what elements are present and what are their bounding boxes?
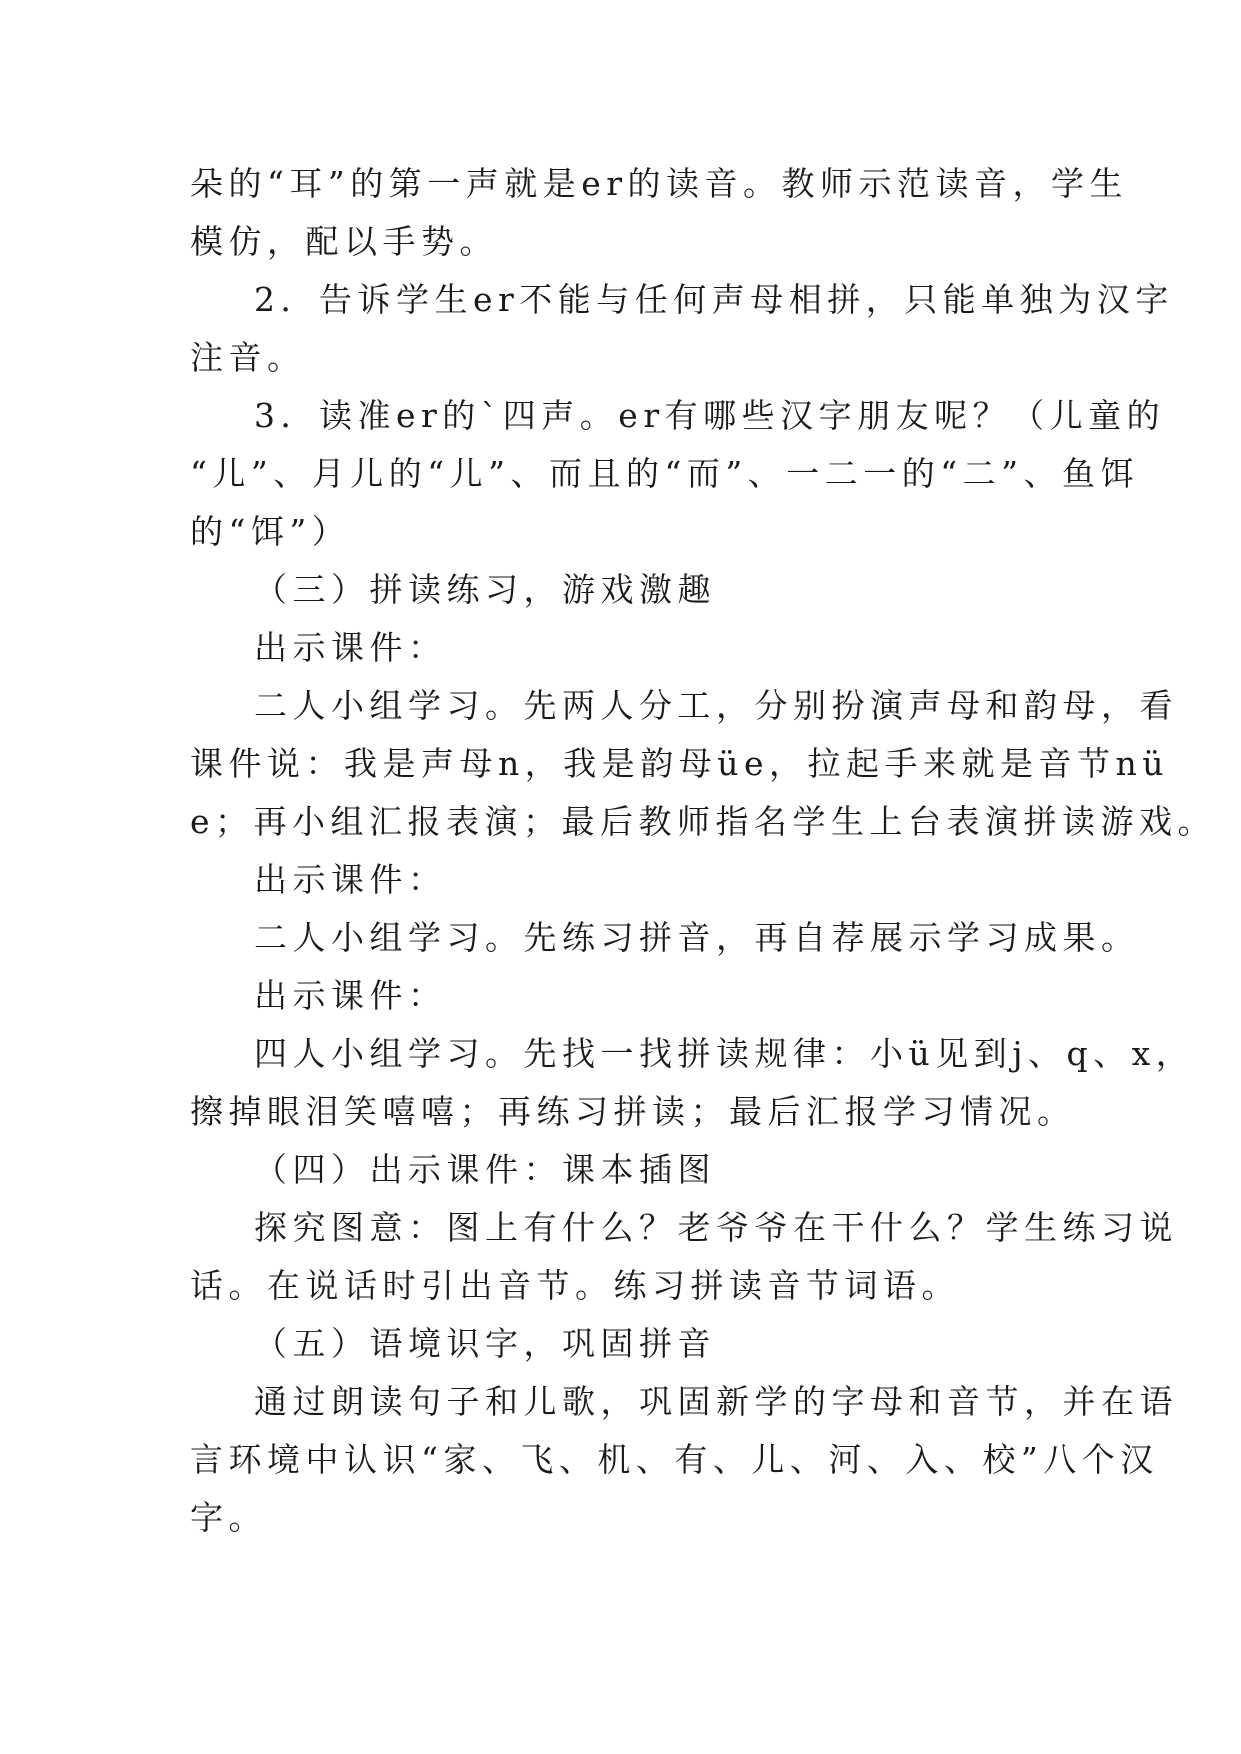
text-line: 课件说：我是声母n，我是韵母üe，拉起手来就是音节nü — [190, 744, 1170, 783]
text-line: 话。在说话时引出音节。练习拼读音节词语。 — [190, 1266, 960, 1305]
text-line: 四人小组学习。先找一找拼读规律：小ü见到j、q、x， — [254, 1034, 1195, 1073]
text-line: 的“饵”） — [190, 512, 351, 551]
text-line: 出示课件： — [254, 976, 447, 1015]
section-heading: （三）拼读练习，游戏激趣 — [254, 570, 716, 609]
text-line: 探究图意：图上有什么？老爷爷在干什么？学生练习说 — [254, 1208, 1178, 1247]
text-line: 二人小组学习。先两人分工，分别扮演声母和韵母，看 — [254, 686, 1178, 725]
text-line: 注音。 — [190, 338, 306, 377]
text-line: 擦掉眼泪笑嘻嘻；再练习拼读；最后汇报学习情况。 — [190, 1092, 1076, 1131]
text-line: e；再小组汇报表演；最后教师指名学生上台表演拼读游戏。 — [190, 802, 1217, 841]
text-line: 字。 — [190, 1498, 267, 1537]
text-line: 2．告诉学生er不能与任何声母相拼，只能单独为汉字 — [254, 280, 1174, 319]
text-line: 通过朗读句子和儿歌，巩固新学的字母和音节，并在语 — [254, 1382, 1178, 1421]
text-line: 朵的“耳”的第一声就是er的读音。教师示范读音，学生 — [190, 164, 1129, 203]
text-line: 模仿，配以手势。 — [190, 222, 498, 261]
text-line: “儿”、月儿的“儿”、而且的“而”、一二一的“二”、鱼饵 — [190, 454, 1139, 493]
section-heading: （四）出示课件：课本插图 — [254, 1150, 716, 1189]
text-line: 3．读准er的`四声。er有哪些汉字朋友呢？（儿童的 — [254, 396, 1166, 435]
text-line: 出示课件： — [254, 628, 447, 667]
text-line: 二人小组学习。先练习拼音，再自荐展示学习成果。 — [254, 918, 1140, 957]
text-line: 出示课件： — [254, 860, 447, 899]
section-heading: （五）语境识字，巩固拼音 — [254, 1324, 716, 1363]
text-line: 言环境中认识“家、飞、机、有、儿、河、入、校”八个汉 — [190, 1440, 1159, 1479]
